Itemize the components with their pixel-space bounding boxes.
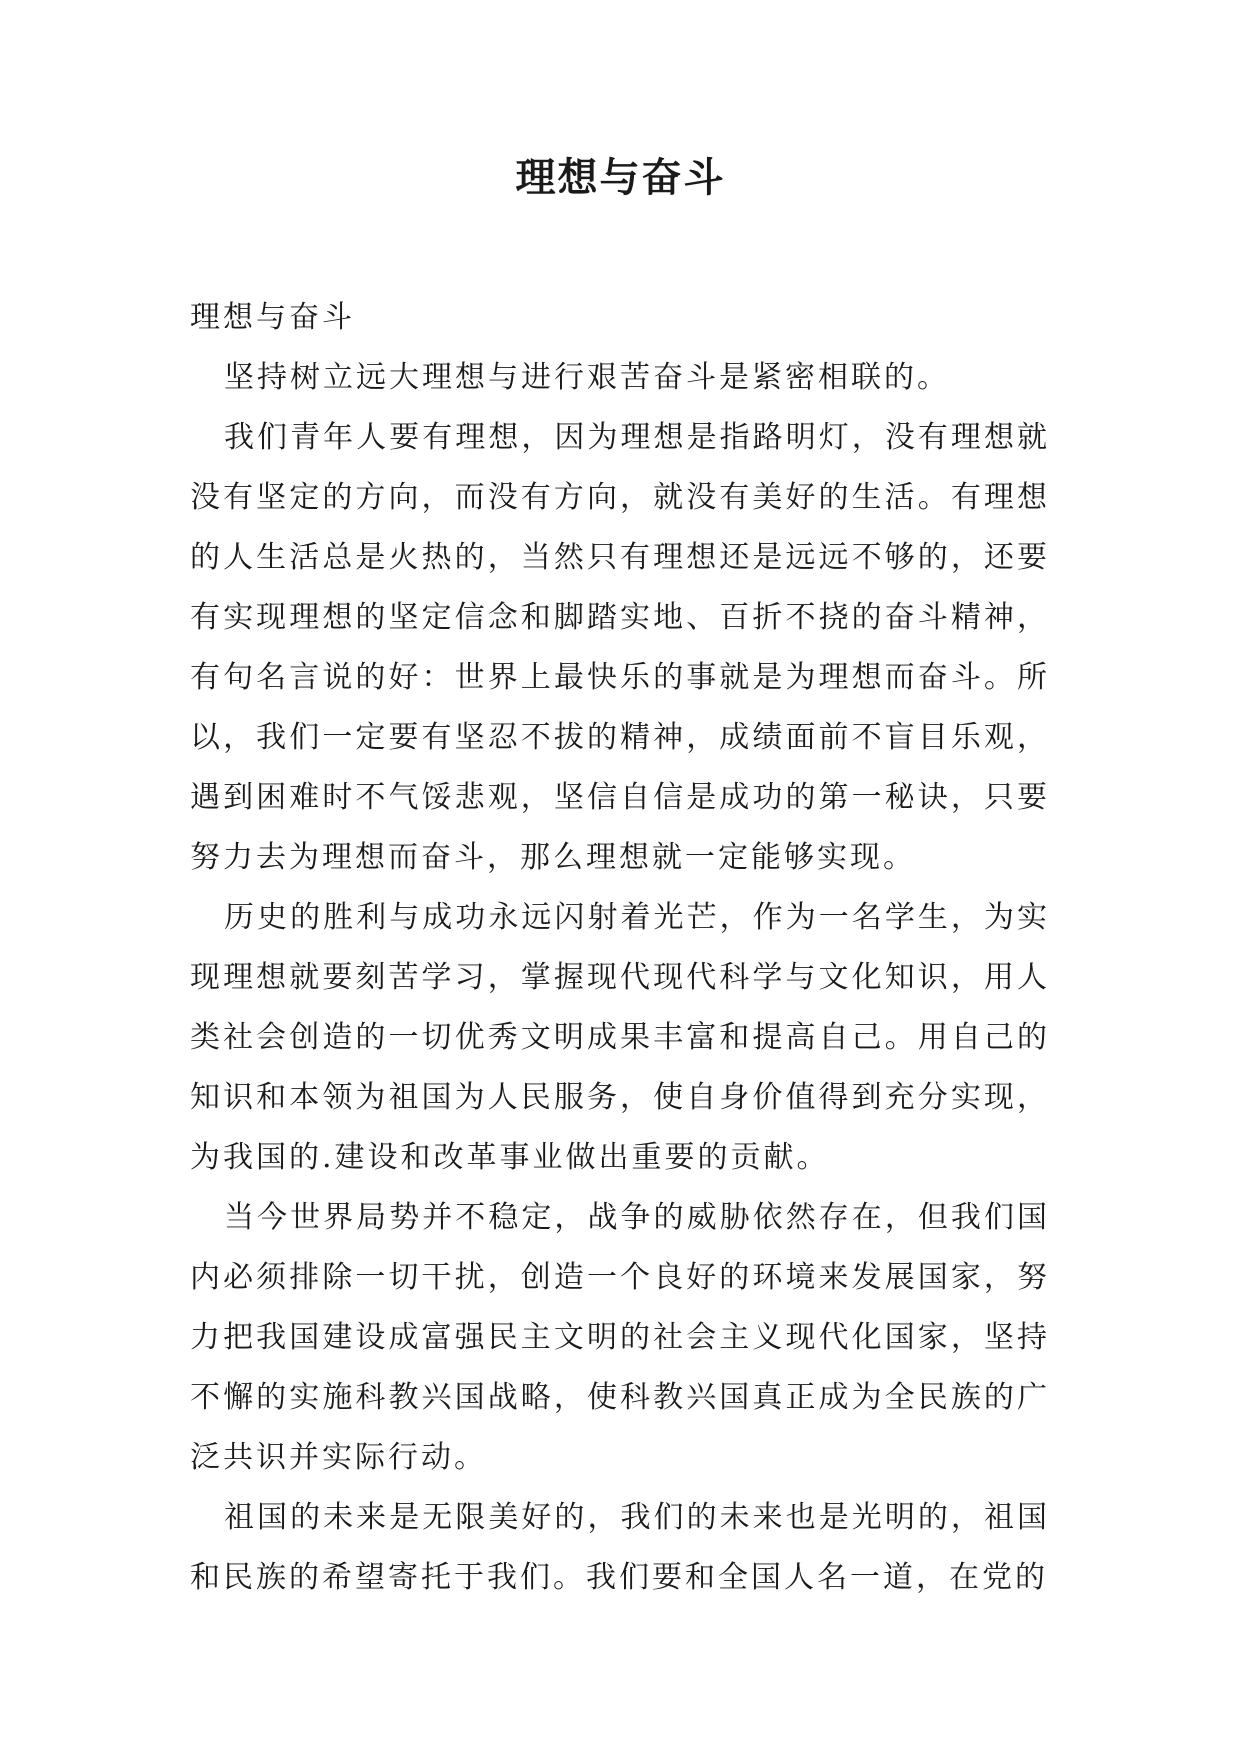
document-body [190,288,1050,1608]
paragraph: 历史的胜利与成功永远闪射着光芒，作为一名学生，为实现理想就要刻苦学习，掌握现代现代科学与文化知识，用人类社会创造的一切优秀文明成果丰富和提高自己。用自己的知识和本领为祖国为人民服务，使自身价值得到充分实现，为我国的.建设和改革事业做出重要的贡献。 [190,900,1050,1175]
paragraph: 我们青年人要有理想，因为理想是指路明灯，没有理想就没有坚定的方向，而没有方向，就没有美好的生活。有理想的人生活总是火热的，当然只有理想还是远远不够的，还要有实现理想的坚定信念和脚踏实地、百折不挠的奋斗精神，有句名言说的好：世界上最快乐的事就是为理想而奋斗。所以，我们一定要有坚忍不拔的精神，成绩面前不盲目乐观，遇到困难时不气馁悲观，坚信自信是成功的第一秘诀，只要努力去为理想而奋斗，那么理想就一定能够实现。 [190,420,1050,875]
document-subheading: 理想与奋斗 [190,300,355,335]
paragraph: 当今世界局势并不稳定，战争的威胁依然存在，但我们国内必须排除一切干扰，创造一个良好的环境来发展国家，努力把我国建设成富强民主文明的社会主义现代化国家，坚持不懈的实施科教兴国战略，使科教兴国真正成为全民族的广泛共识并实际行动。 [190,1200,1050,1475]
paragraph: 祖国的未来是无限美好的，我们的未来也是光明的，祖国和民族的希望寄托于我们。我们要和全国人名一道，在党的 [190,1500,1050,1595]
document-title: 理想与奋斗 [515,154,726,201]
paragraph: 坚持树立远大理想与进行艰苦奋斗是紧密相联的。 [224,360,950,395]
